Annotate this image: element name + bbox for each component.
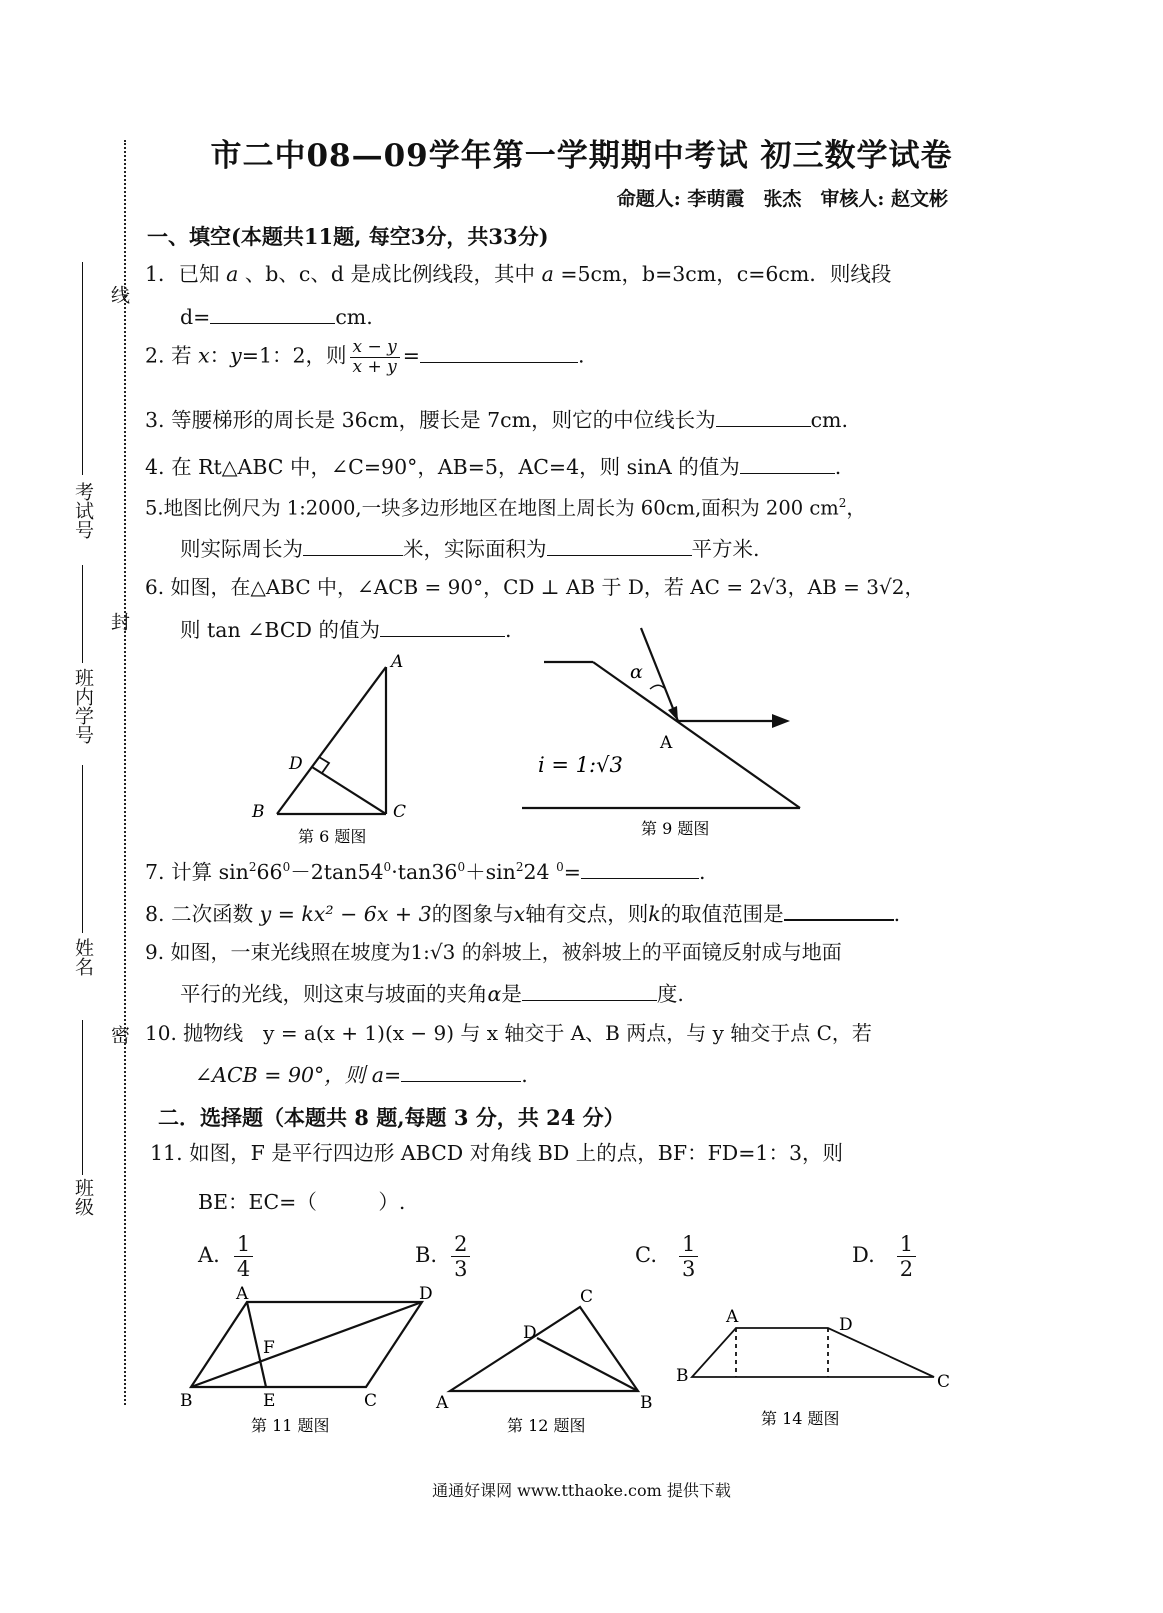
- figure-12-caption: 第 12 题图: [507, 1416, 586, 1435]
- answer-blank[interactable]: [740, 455, 835, 474]
- label-b: B: [252, 802, 265, 822]
- question-8: 8. 二次函数 y = kx² − 6x + 3的图象与x轴有交点，则k的取值范围是 .: [145, 902, 901, 926]
- margin-xingming: 姓名: [72, 938, 94, 976]
- question-11-line-2: BE：EC=（ ）.: [198, 1190, 406, 1214]
- right-angle-mark: [319, 757, 329, 773]
- fraction: $\frac{2}{3}$: [451, 1232, 470, 1281]
- fraction: $\frac{1}{4}$: [234, 1232, 253, 1281]
- page-title: 市二中08—09学年第一学期期中考试 初三数学试卷: [210, 138, 953, 174]
- section-2-heading: 二．选择题（本题共 8 题,每题 3 分，共 24 分）: [158, 1105, 625, 1130]
- figure-14: [672, 1295, 967, 1435]
- question-4: 4. 在 Rt△ABC 中，∠C=90°，AB=5，AC=4，则 sinA 的值为 .: [145, 455, 842, 479]
- answer-blank[interactable]: [303, 537, 403, 556]
- answer-blank[interactable]: [420, 344, 578, 363]
- margin-banneixuehao: 班内学号: [72, 668, 94, 744]
- trapezoid-abcd: [692, 1328, 934, 1377]
- answer-blank[interactable]: [581, 860, 699, 879]
- label-a: A: [660, 733, 673, 753]
- kaoshihao-line: [82, 262, 83, 475]
- label-d: D: [839, 1315, 853, 1335]
- question-2: 2. 若 x：y=1：2，则 $\frac{x - y}{x + y}$ = .: [145, 337, 585, 377]
- question-6-answer: 则 tan ∠BCD 的值为 .: [180, 618, 512, 642]
- question-1-answer: d= cm.: [180, 305, 373, 329]
- fraction: $\frac{x - y}{x + y}$: [350, 338, 400, 376]
- slope-line: [593, 662, 800, 808]
- answer-blank[interactable]: [380, 618, 505, 637]
- question-7: 7. 计算 $\sin^266^0-2\tan 54^0\cdot\tan 36^0+\sin^224$ $^0$= .: [145, 860, 706, 884]
- triangle-abc: [450, 1307, 638, 1391]
- question-5: 5.地图比例尺为 1:2000,一块多边形地区在地图上周长为 60cm,面积为 200 $cm^2$，: [145, 496, 866, 520]
- figure-9: [510, 620, 810, 845]
- question-10: 10. 抛物线 y = a(x + 1)(x − 9) 与 x 轴交于 A、B 两点，与 y 轴交于点 C，若: [145, 1021, 872, 1045]
- banneixuehao-line: [82, 565, 83, 663]
- incident-ray: [641, 628, 678, 721]
- segment-bd: [537, 1338, 638, 1391]
- figure-14-caption: 第 14 题图: [761, 1409, 840, 1428]
- label-e: E: [263, 1391, 276, 1411]
- figure-11: [170, 1285, 445, 1440]
- question-5-answer: 则实际周长为 米，实际面积为 平方米.: [180, 537, 760, 561]
- margin-xian: 线: [108, 285, 130, 304]
- binding-dotted-line: [124, 140, 126, 1405]
- section-1-heading: 一、填空(本题共11题, 每空3分，共33分): [147, 224, 549, 249]
- label-b: B: [676, 1366, 689, 1386]
- figure-6-caption: 第 6 题图: [298, 827, 367, 846]
- page-footer: 通通好课网 www.tthaoke.com 提供下载: [432, 1481, 731, 1500]
- label-d: D: [289, 754, 303, 774]
- fraction: $\frac{1}{2}$: [897, 1232, 916, 1281]
- answer-blank[interactable]: [522, 982, 657, 1001]
- answer-blank[interactable]: [401, 1063, 521, 1082]
- fraction: $\frac{1}{3}$: [679, 1232, 698, 1281]
- label-alpha: α: [630, 661, 643, 683]
- option-b[interactable]: B. $\frac{2}{3}$: [415, 1232, 470, 1281]
- label-b: B: [180, 1391, 193, 1411]
- answer-blank[interactable]: [547, 537, 692, 556]
- figure-11-caption: 第 11 题图: [251, 1416, 330, 1435]
- option-a[interactable]: A. $\frac{1}{4}$: [198, 1232, 253, 1281]
- figure-12: [430, 1280, 665, 1440]
- label-c: C: [393, 802, 407, 822]
- question-9: 9. 如图，一束光线照在坡度为1:√3 的斜坡上，被斜坡上的平面镜反射成与地面: [145, 940, 842, 964]
- label-d: D: [419, 1285, 433, 1304]
- label-b: B: [640, 1393, 653, 1413]
- option-c[interactable]: C. $\frac{1}{3}$: [635, 1232, 698, 1281]
- question-3: 3. 等腰梯形的周长是 36cm，腰长是 7cm，则它的中位线长为 cm.: [145, 408, 849, 432]
- label-f: F: [263, 1338, 275, 1358]
- question-6: 6. 如图，在△ABC 中，∠ACB = 90°，CD ⊥ AB 于 D，若 AC = 2√3，AB = 3√2，: [145, 575, 925, 599]
- angle-arc: [650, 685, 664, 689]
- label-c: C: [937, 1372, 951, 1392]
- margin-feng: 封: [108, 612, 130, 631]
- label-a: A: [236, 1285, 249, 1304]
- label-a: A: [436, 1393, 449, 1413]
- margin-banji: 班级: [72, 1178, 94, 1216]
- label-d: D: [523, 1323, 537, 1343]
- label-c: C: [364, 1391, 378, 1411]
- question-10-answer: ∠ACB = 90°，则 a= .: [195, 1063, 528, 1087]
- figure-6: [240, 645, 430, 850]
- authors-line: 命题人: 李萌霞 张杰 审核人: 赵文彬: [616, 188, 948, 210]
- margin-kaoshihao: 考试号: [72, 482, 94, 539]
- question-1: 1．已知 a 、b、c、d 是成比例线段，其中 a =5cm，b=3cm，c=6cm．则线段: [145, 262, 892, 286]
- slope-ratio: i = 1:√3: [538, 753, 623, 777]
- xingming-line: [82, 765, 83, 933]
- label-a: A: [391, 652, 404, 672]
- diagonal-bd: [191, 1302, 422, 1387]
- question-9-line-2: 平行的光线，则这束与坡面的夹角α是 度.: [180, 982, 684, 1006]
- label-a: A: [726, 1307, 739, 1327]
- label-c: C: [580, 1287, 594, 1307]
- margin-mi: 密: [108, 1025, 130, 1044]
- side-ab: [277, 667, 386, 814]
- answer-blank[interactable]: [716, 408, 811, 427]
- option-d[interactable]: D. $\frac{1}{2}$: [852, 1232, 916, 1281]
- answer-blank[interactable]: [210, 305, 335, 324]
- question-11: 11. 如图，F 是平行四边形 ABCD 对角线 BD 上的点，BF：FD=1：3，则: [150, 1141, 844, 1165]
- answer-blank[interactable]: [784, 901, 894, 921]
- arrowhead-reflected: [772, 714, 790, 728]
- segment-cd: [312, 767, 386, 814]
- banji-line: [82, 1020, 83, 1175]
- figure-9-caption: 第 9 题图: [641, 819, 710, 838]
